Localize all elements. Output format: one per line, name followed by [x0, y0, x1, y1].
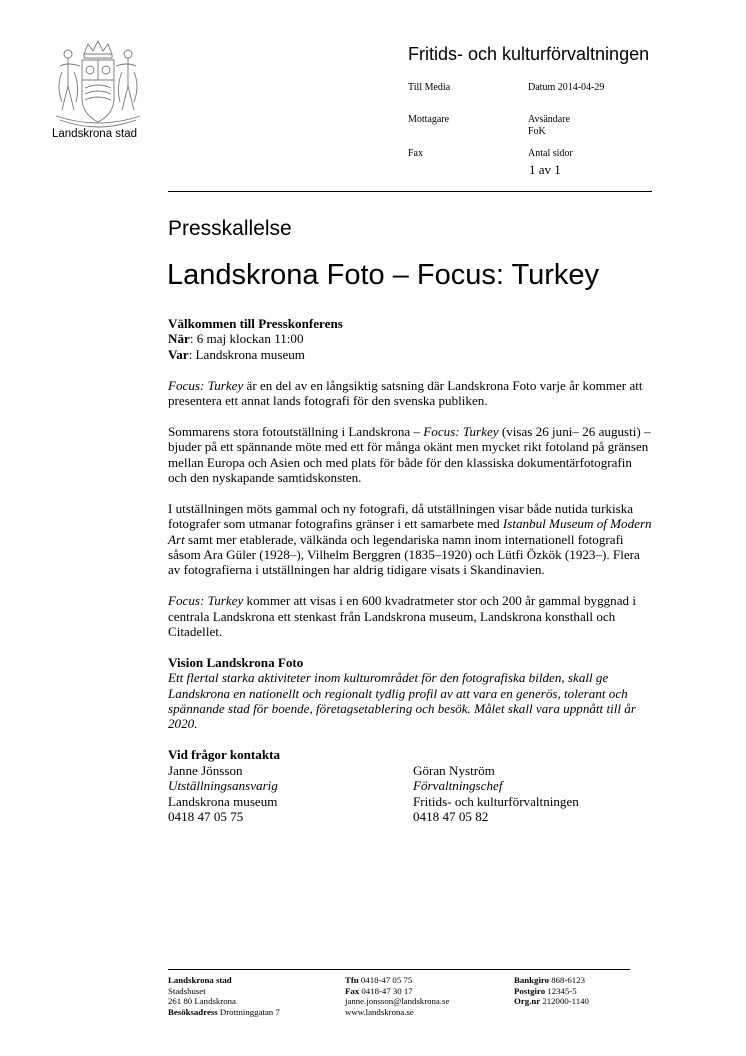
contact-name: Göran Nyström [413, 762, 495, 778]
footer-postgiro-label: Postgiro [514, 985, 546, 996]
p1-title: Focus: Turkey [168, 377, 244, 393]
footer-building: Stadshuset [168, 985, 206, 996]
footer-org-name: Landskrona stad [168, 975, 232, 985]
p2-title: Focus: Turkey [423, 423, 499, 439]
where-label: Var [168, 346, 189, 362]
contacts-heading: Vid frågor kontakta [168, 747, 281, 763]
recipient-label: Mottagare [408, 114, 450, 125]
footer-visit-label: Besöksadress [168, 1006, 218, 1017]
p3-text-b: samt mer etablerade, välkända och legendariska namn inom internationell fotografi såsom Ara Güler (1928–), Vilhelm Berggren (1835–1920) och Lütfi Özkök (1923–). Flera av fotografierna i utställningen har aldrig tidigare visats i Skandinavien. [168, 531, 640, 578]
footer-finance [514, 975, 589, 1007]
paragraph-1 [168, 378, 654, 409]
fax-label: Fax [408, 148, 423, 159]
footer-fax-label: Fax [345, 985, 360, 996]
p4-text: kommer att visas i en 600 kvadratmeter stor och 200 år gammal byggnad i centrala Landskrona ett stenkast från Landskrona museum, Landskrona konsthall och Citadellet. [168, 593, 636, 640]
p2-text-a: Sommarens stora fotoutställning i Landskrona – [168, 423, 424, 439]
footer-postal: 261 80 Landskrona [168, 996, 236, 1007]
footer-contact [345, 975, 449, 1017]
vision-text: Ett flertal starka aktiviteter inom kulturområdet för den fotografiska bilden, skall ge Landskrona en nationellt och regionalt tydlig profil av att vara en generös, tolerant och spännande stad för boende, företagsetablering och besök. Målet skall vara uppnått till år 2020. [168, 670, 636, 732]
footer-address [168, 975, 280, 1017]
contact-org: Fritids- och kulturförvaltningen [413, 793, 579, 809]
document-type: Presskallelse [168, 217, 292, 240]
when-label: När [168, 331, 190, 347]
logo-text: Landskrona stad [52, 128, 138, 140]
department-name: Fritids- och kulturförvaltningen [408, 44, 650, 64]
footer-divider [168, 969, 630, 970]
p1-text: är en del av en långsiktig satsning där Landskrona Foto varje år kommer att presentera ett annat lands fotografi för den svenska publiken. [168, 377, 643, 409]
invite-heading: Välkommen till Presskonferens [168, 316, 343, 331]
footer-postgiro-value: 12345-5 [545, 985, 577, 996]
vision-block [168, 655, 654, 732]
page-count-label: Antal sidor [528, 148, 573, 159]
when-value: : 6 maj klockan 11:00 [189, 331, 304, 347]
contact-1 [168, 763, 413, 825]
contact-org: Landskrona museum [168, 793, 278, 809]
where-value: : Landskrona museum [188, 346, 305, 362]
vision-heading: Vision Landskrona Foto [168, 654, 304, 670]
contact-role: Förvaltningschef [413, 778, 503, 794]
contact-phone: 0418 47 05 75 [168, 808, 244, 824]
page-title: Landskrona Foto – Focus: Turkey [167, 259, 599, 291]
footer-phone-value: 0418-47 05 75 [358, 975, 413, 985]
paragraph-2 [168, 424, 654, 486]
contact-name: Janne Jönsson [168, 762, 243, 778]
contact-phone: 0418 47 05 82 [413, 808, 489, 824]
footer-visit-value: Drottninggatan 7 [217, 1006, 280, 1017]
footer-orgnr-label: Org.nr [514, 996, 541, 1007]
p2-text-b: (visas 26 juni– 26 augusti) – bjuder på ett spännande möte med ett för många okänt men mycket rikt fotoland på gränsen mellan Europa och Asien och med plats för både för den klassiska dokumentärfotografin och den nyskapande samtidskonsten. [168, 423, 651, 486]
footer-bankgiro-value: 868-6123 [549, 975, 585, 985]
paragraph-3 [168, 501, 654, 578]
footer-phone-label: Tfn [345, 975, 359, 985]
p3-museum: Istanbul Museum of Modern Art [168, 516, 652, 547]
footer-website[interactable]: www.landskrona.se [345, 1006, 414, 1017]
footer-orgnr-value: 212000-1140 [540, 996, 589, 1007]
sender-value: FoK [528, 126, 546, 137]
page-count-value: 1 av 1 [529, 162, 561, 177]
till-media-label: Till Media [408, 82, 451, 93]
date-label: Datum 2014-04-29 [528, 82, 605, 93]
sender-label: Avsändare [528, 114, 571, 125]
p4-title: Focus: Turkey [168, 593, 244, 609]
footer-fax-value: 0418-47 30 17 [359, 985, 413, 996]
paragraph-4 [168, 593, 654, 639]
p3-text-a: I utställningen möts gammal och ny fotografi, då utställningen visar både nutida turkiska fotografer som utmanar fotografins gränser i ett samarbete med [168, 500, 634, 532]
invite-block [168, 316, 654, 362]
footer-email[interactable]: janne.jonsson@landskrona.se [345, 996, 450, 1007]
contact-2 [413, 763, 654, 825]
contacts-block [168, 747, 654, 824]
document-body [168, 316, 654, 824]
header-divider [168, 191, 652, 192]
contact-role: Utställningsansvarig [168, 778, 278, 794]
footer-bankgiro-label: Bankgiro [514, 975, 550, 985]
